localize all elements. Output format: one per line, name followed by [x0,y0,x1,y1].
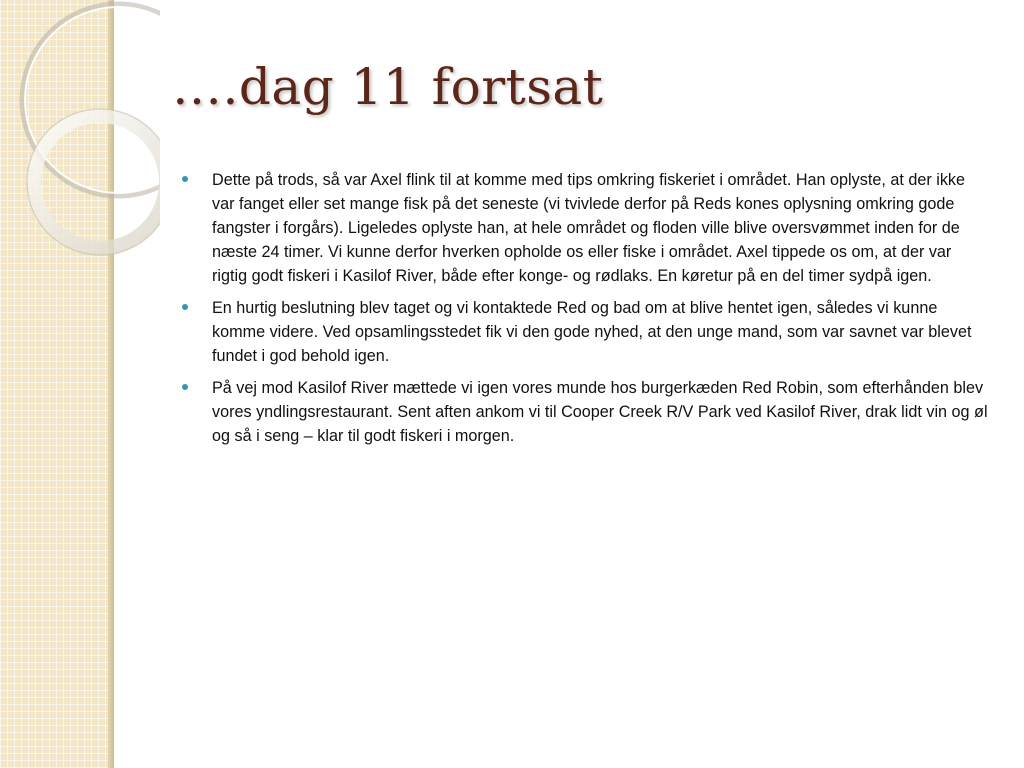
bullet-dot-icon [182,304,188,310]
bullet-item [178,376,990,448]
bullet-text: En hurtig beslutning blev taget og vi kontaktede Red og bad om at blive hentet igen, således vi kunne komme videre. Ved opsamlingsstedet fik vi den gode nyhed, at den unge mand, som var savnet var blevet fundet i god behold igen. [212,299,972,365]
bullet-text: På vej mod Kasilof River mættede vi igen vores munde hos burgerkæden Red Robin, som efterhånden blev vores yndlingsrestaurant. Sent aften ankom vi til Cooper Creek R/V Park ved Kasilof River, drak lidt vin og øl og så i seng – klar til godt fiskeri i morgen. [212,379,988,445]
decorative-circles [0,0,160,768]
bullet-text: Dette på trods, så var Axel flink til at komme med tips omkring fiskeriet i området. Han oplyste, at der ikke var fanget eller set mange fisk på det seneste (vi tvivlede derfor på Reds kones oplysning omkring gode fangster i forgårs). Ligeledes oplyste han, at hele området og floden ville blive oversvømmet inden for de næste 24 timer. Vi kunne derfor hverken opholde os eller fiske i området. Axel tippede os om, at der var rigtig godt fiskeri i Kasilof River, både efter konge- og rødlaks. En køretur på en del timer sydpå igen. [212,171,966,285]
slide-title: ….dag 11 fortsat [172,58,604,116]
bullet-item [178,296,990,368]
bullet-dot-icon [182,384,188,390]
decor-ring-small [34,116,160,248]
bullet-list [178,168,990,456]
bullet-dot-icon [182,176,188,182]
bullet-item [178,168,990,288]
